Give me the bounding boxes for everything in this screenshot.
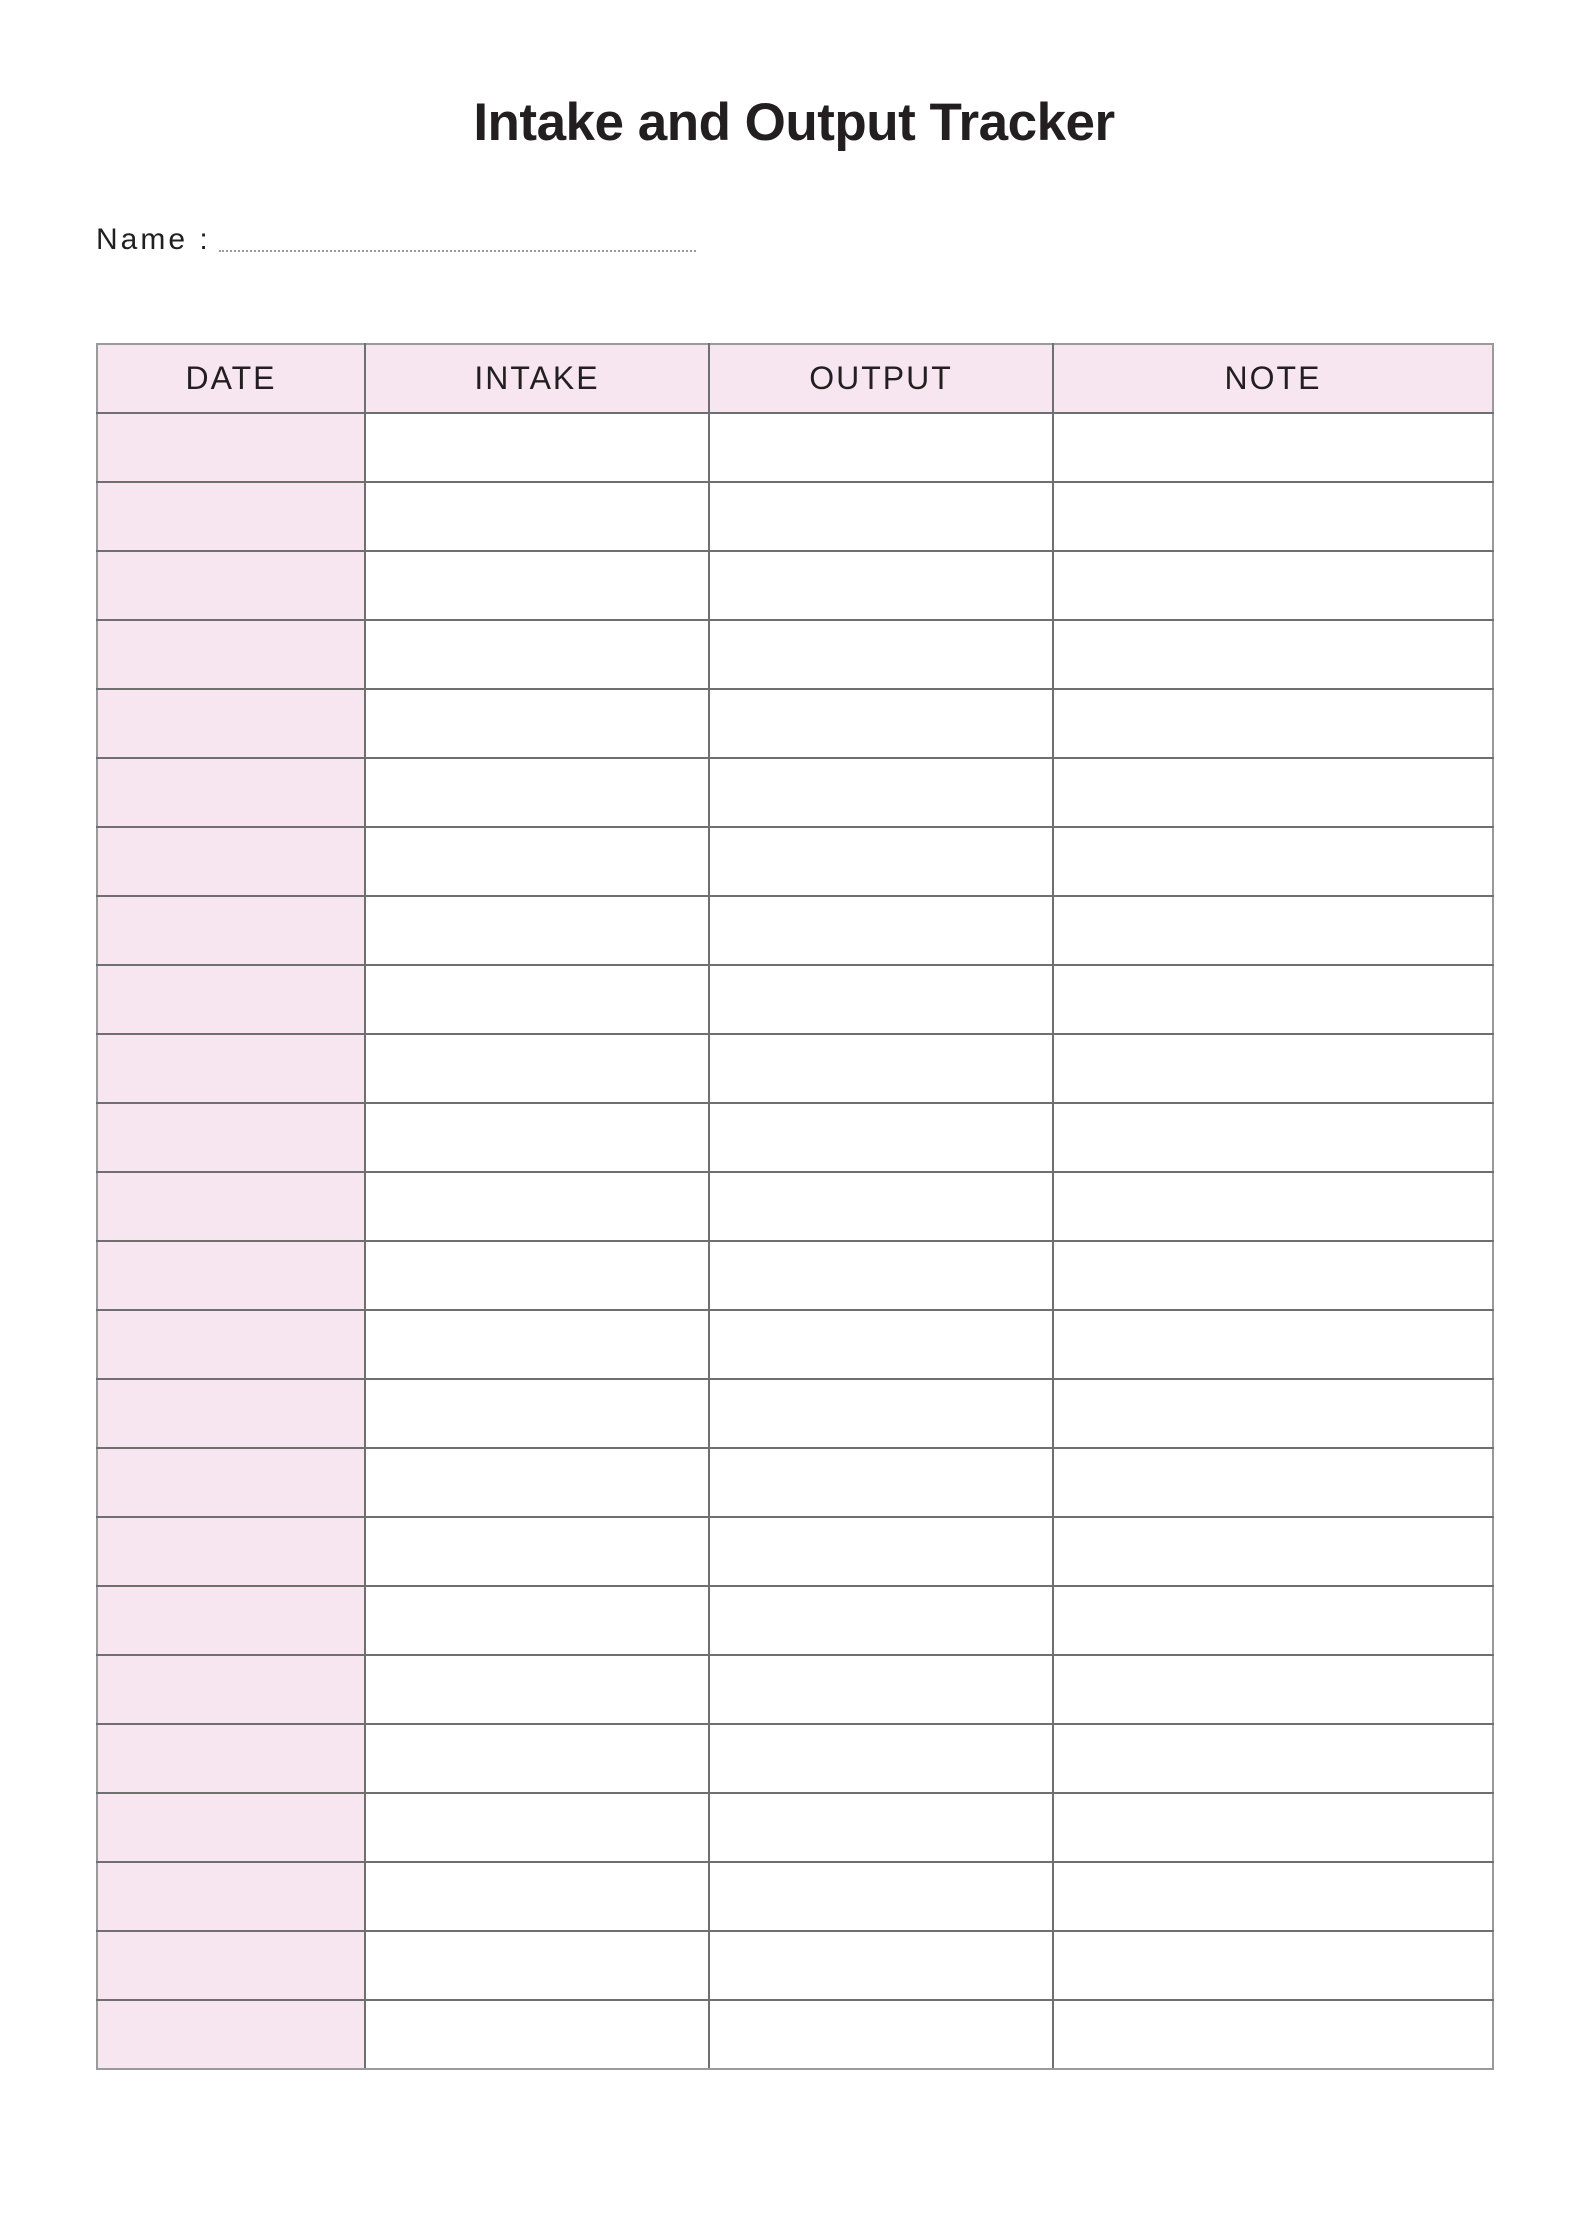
output-cell[interactable]	[709, 413, 1053, 482]
output-cell[interactable]	[709, 758, 1053, 827]
output-cell[interactable]	[709, 689, 1053, 758]
output-cell[interactable]	[709, 1724, 1053, 1793]
table-row	[97, 620, 1493, 689]
note-cell[interactable]	[1053, 482, 1493, 551]
table-row	[97, 2000, 1493, 2069]
note-cell[interactable]	[1053, 896, 1493, 965]
date-cell[interactable]	[97, 758, 365, 827]
output-cell[interactable]	[709, 1448, 1053, 1517]
name-input-line[interactable]	[219, 242, 696, 252]
output-cell[interactable]	[709, 551, 1053, 620]
intake-cell[interactable]	[365, 1655, 709, 1724]
page-title: Intake and Output Tracker	[473, 93, 1115, 152]
table-row	[97, 1310, 1493, 1379]
intake-cell[interactable]	[365, 1586, 709, 1655]
note-cell[interactable]	[1053, 1103, 1493, 1172]
note-cell[interactable]	[1053, 965, 1493, 1034]
note-cell[interactable]	[1053, 1379, 1493, 1448]
column-header-date: DATE	[97, 344, 365, 413]
table-row	[97, 1862, 1493, 1931]
output-cell[interactable]	[709, 2000, 1053, 2069]
note-cell[interactable]	[1053, 1448, 1493, 1517]
intake-cell[interactable]	[365, 1310, 709, 1379]
name-label: Name :	[96, 223, 211, 256]
intake-cell[interactable]	[365, 1172, 709, 1241]
intake-cell[interactable]	[365, 1517, 709, 1586]
table-row	[97, 1103, 1493, 1172]
date-cell[interactable]	[97, 1172, 365, 1241]
table-row	[97, 1034, 1493, 1103]
table-row	[97, 1448, 1493, 1517]
output-cell[interactable]	[709, 482, 1053, 551]
note-cell[interactable]	[1053, 620, 1493, 689]
date-cell[interactable]	[97, 1793, 365, 1862]
date-cell[interactable]	[97, 1862, 365, 1931]
date-cell[interactable]	[97, 2000, 365, 2069]
intake-cell[interactable]	[365, 1862, 709, 1931]
output-cell[interactable]	[709, 1172, 1053, 1241]
output-cell[interactable]	[709, 1586, 1053, 1655]
output-cell[interactable]	[709, 896, 1053, 965]
date-cell[interactable]	[97, 1517, 365, 1586]
note-cell[interactable]	[1053, 1517, 1493, 1586]
date-cell[interactable]	[97, 827, 365, 896]
intake-cell[interactable]	[365, 1724, 709, 1793]
date-cell[interactable]	[97, 689, 365, 758]
intake-cell[interactable]	[365, 413, 709, 482]
note-cell[interactable]	[1053, 1931, 1493, 2000]
note-cell[interactable]	[1053, 1862, 1493, 1931]
table-row	[97, 413, 1493, 482]
note-cell[interactable]	[1053, 1241, 1493, 1310]
date-cell[interactable]	[97, 1379, 365, 1448]
header-row	[97, 344, 1493, 413]
intake-cell[interactable]	[365, 965, 709, 1034]
table-row	[97, 827, 1493, 896]
intake-cell[interactable]	[365, 827, 709, 896]
note-cell[interactable]	[1053, 827, 1493, 896]
date-cell[interactable]	[97, 1448, 365, 1517]
table-row	[97, 1172, 1493, 1241]
output-cell[interactable]	[709, 1862, 1053, 1931]
tracker-table	[96, 343, 1494, 2070]
intake-cell[interactable]	[365, 1034, 709, 1103]
date-cell[interactable]	[97, 1655, 365, 1724]
output-cell[interactable]	[709, 620, 1053, 689]
tracker-body	[97, 413, 1493, 2069]
output-cell[interactable]	[709, 1241, 1053, 1310]
table-row	[97, 965, 1493, 1034]
output-cell[interactable]	[709, 1379, 1053, 1448]
output-cell[interactable]	[709, 1517, 1053, 1586]
table-row	[97, 1586, 1493, 1655]
table-row	[97, 482, 1493, 551]
intake-cell[interactable]	[365, 482, 709, 551]
intake-cell[interactable]	[365, 689, 709, 758]
date-cell[interactable]	[97, 1241, 365, 1310]
intake-cell[interactable]	[365, 896, 709, 965]
table-row	[97, 1517, 1493, 1586]
intake-cell[interactable]	[365, 758, 709, 827]
note-cell[interactable]	[1053, 1655, 1493, 1724]
date-cell[interactable]	[97, 1931, 365, 2000]
table-row	[97, 758, 1493, 827]
output-cell[interactable]	[709, 1310, 1053, 1379]
intake-cell[interactable]	[365, 1931, 709, 2000]
date-cell[interactable]	[97, 1724, 365, 1793]
date-cell[interactable]	[97, 1310, 365, 1379]
intake-cell[interactable]	[365, 1448, 709, 1517]
note-cell[interactable]	[1053, 551, 1493, 620]
date-cell[interactable]	[97, 413, 365, 482]
table-row	[97, 1724, 1493, 1793]
note-cell[interactable]	[1053, 1793, 1493, 1862]
note-cell[interactable]	[1053, 413, 1493, 482]
table-row	[97, 1655, 1493, 1724]
table-row	[97, 896, 1493, 965]
intake-cell[interactable]	[365, 620, 709, 689]
name-field-row	[96, 218, 696, 258]
date-cell[interactable]	[97, 896, 365, 965]
column-header-note: NOTE	[1053, 344, 1493, 413]
note-cell[interactable]	[1053, 1586, 1493, 1655]
note-cell[interactable]	[1053, 689, 1493, 758]
table-row	[97, 1793, 1493, 1862]
note-cell[interactable]	[1053, 1172, 1493, 1241]
output-cell[interactable]	[709, 1931, 1053, 2000]
intake-cell[interactable]	[365, 551, 709, 620]
note-cell[interactable]	[1053, 2000, 1493, 2069]
date-cell[interactable]	[97, 1103, 365, 1172]
date-cell[interactable]	[97, 551, 365, 620]
intake-cell[interactable]	[365, 1103, 709, 1172]
column-header-intake: INTAKE	[365, 344, 709, 413]
intake-cell[interactable]	[365, 1241, 709, 1310]
output-cell[interactable]	[709, 1655, 1053, 1724]
date-cell[interactable]	[97, 1586, 365, 1655]
output-cell[interactable]	[709, 965, 1053, 1034]
note-cell[interactable]	[1053, 1034, 1493, 1103]
date-cell[interactable]	[97, 965, 365, 1034]
note-cell[interactable]	[1053, 1310, 1493, 1379]
column-header-output: OUTPUT	[709, 344, 1053, 413]
note-cell[interactable]	[1053, 758, 1493, 827]
intake-cell[interactable]	[365, 2000, 709, 2069]
output-cell[interactable]	[709, 1034, 1053, 1103]
table-row	[97, 1379, 1493, 1448]
table-row	[97, 1931, 1493, 2000]
date-cell[interactable]	[97, 1034, 365, 1103]
intake-cell[interactable]	[365, 1379, 709, 1448]
output-cell[interactable]	[709, 1793, 1053, 1862]
table-row	[97, 689, 1493, 758]
intake-cell[interactable]	[365, 1793, 709, 1862]
output-cell[interactable]	[709, 827, 1053, 896]
note-cell[interactable]	[1053, 1724, 1493, 1793]
table-row	[97, 1241, 1493, 1310]
output-cell[interactable]	[709, 1103, 1053, 1172]
date-cell[interactable]	[97, 482, 365, 551]
date-cell[interactable]	[97, 620, 365, 689]
table-row	[97, 551, 1493, 620]
